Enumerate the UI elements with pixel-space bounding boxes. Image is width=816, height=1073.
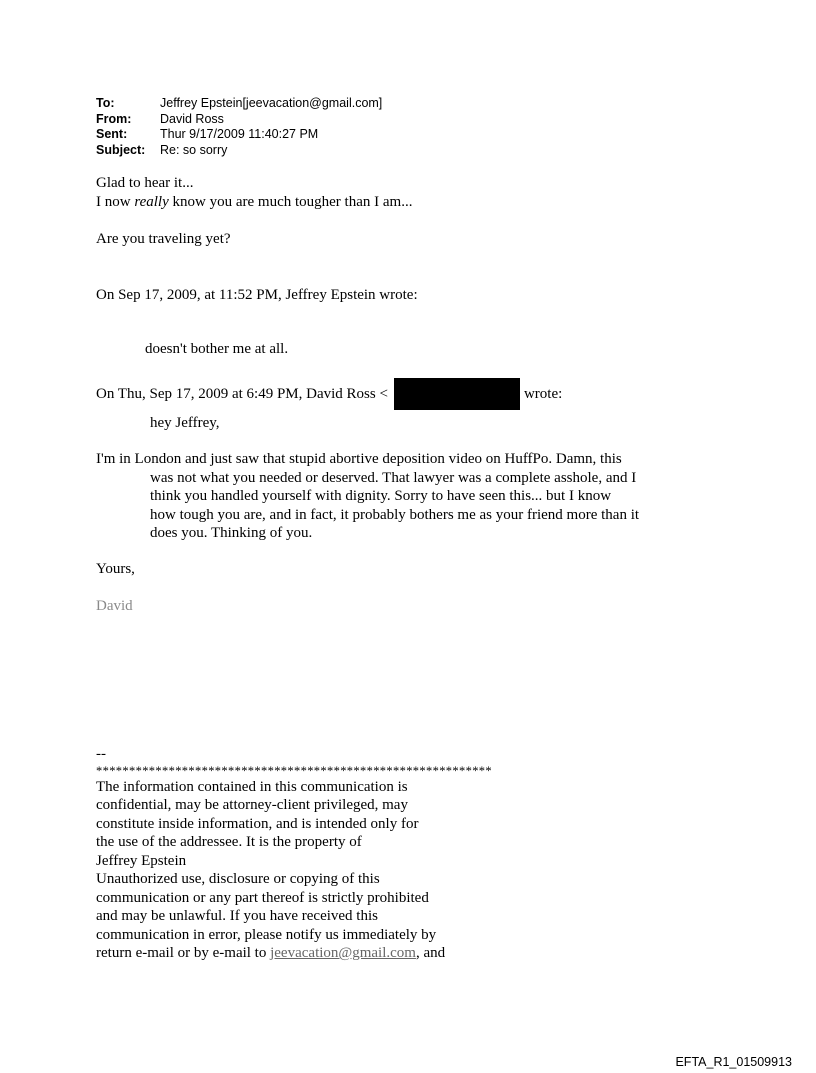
email-header [96,96,382,158]
email-link[interactable]: jeevacation@gmail.com [270,945,416,961]
quote-attribution-1: On Sep 17, 2009, at 11:52 PM, Jeffrey Epstein wrote: [96,287,418,303]
disclaimer-last-line [96,944,492,963]
paragraph-line: think you handled yourself with dignity. Sorry to have seen this... but I know [150,488,612,504]
disclaimer-line: communication or any part thereof is strictly prohibited [96,889,429,906]
disclaimer-line: Jeffrey Epstein [96,852,187,869]
paragraph-line: was not what you needed or deserved. That lawyer was a complete asshole, and I [150,469,637,486]
disclaimer-last-start: return e-mail or by e-mail to [96,945,271,961]
disclaimer-line: communication in error, please notify us immediately by [96,926,437,943]
sent-row [96,127,382,143]
to-label: To: [96,96,115,110]
paragraph-line: how tough you are, and in fact, it probably bothers me as your friend more than it [150,506,640,523]
message-line-2-end: know you are much tougher than I am... [168,193,413,210]
footer-dashes: -- [96,746,106,762]
from-row [96,112,382,128]
quoted-greeting: hey Jeffrey, [150,415,220,431]
message-line-2 [96,193,412,212]
subject-label: Subject: [96,142,146,157]
message-body [96,174,412,248]
redaction-block [394,378,520,410]
message-line-3: Are you traveling yet? [96,230,231,247]
disclaimer-line: The information contained in this communication is [96,778,408,795]
to-row [96,96,382,112]
message-line-2-emphasis: really [134,193,169,210]
quote-attribution-2-start: On Thu, Sep 17, 2009 at 6:49 PM, David Ross < [96,386,388,402]
to-value: Jeffrey Epstein[jeevacation@gmail.com] [160,96,383,110]
sent-value: Thur 9/17/2009 11:40:27 PM [160,127,319,141]
paragraph-line: I'm in London and just saw that stupid abortive deposition video on HuffPo. Damn, this [96,451,622,467]
disclaimer-last-end: , and [415,945,446,961]
signature: David [96,598,133,614]
document-id-stamp: EFTA_R1_01509913 [675,1055,792,1069]
subject-row [96,143,382,159]
quote-attribution-2 [96,378,562,410]
message-line-2-start: I now [96,193,135,210]
disclaimer-line: the use of the addressee. It is the property of [96,834,362,850]
disclaimer-line: confidential, may be attorney-client privileged, may [96,797,408,813]
from-label: From: [96,111,132,126]
disclaimer-line: constitute inside information, and is intended only for [96,815,419,832]
disclaimer-line: Unauthorized use, disclosure or copying of this [96,871,380,887]
from-value: David Ross [160,111,224,126]
paragraph-line: does you. Thinking of you. [150,525,313,541]
quoted-reply-1: doesn't bother me at all. [145,341,289,357]
sent-label: Sent: [96,127,128,141]
disclaimer-line: and may be unlawful. If you have received this [96,908,378,924]
message-line-1: Glad to hear it... [96,175,194,191]
footer-stars: ************************************************************ [96,763,492,778]
quote-attribution-2-end: wrote: [523,386,563,402]
disclaimer-footer [96,745,492,963]
subject-value: Re: so sorry [160,142,228,157]
quoted-paragraph [96,450,686,543]
closing: Yours, [96,561,135,577]
